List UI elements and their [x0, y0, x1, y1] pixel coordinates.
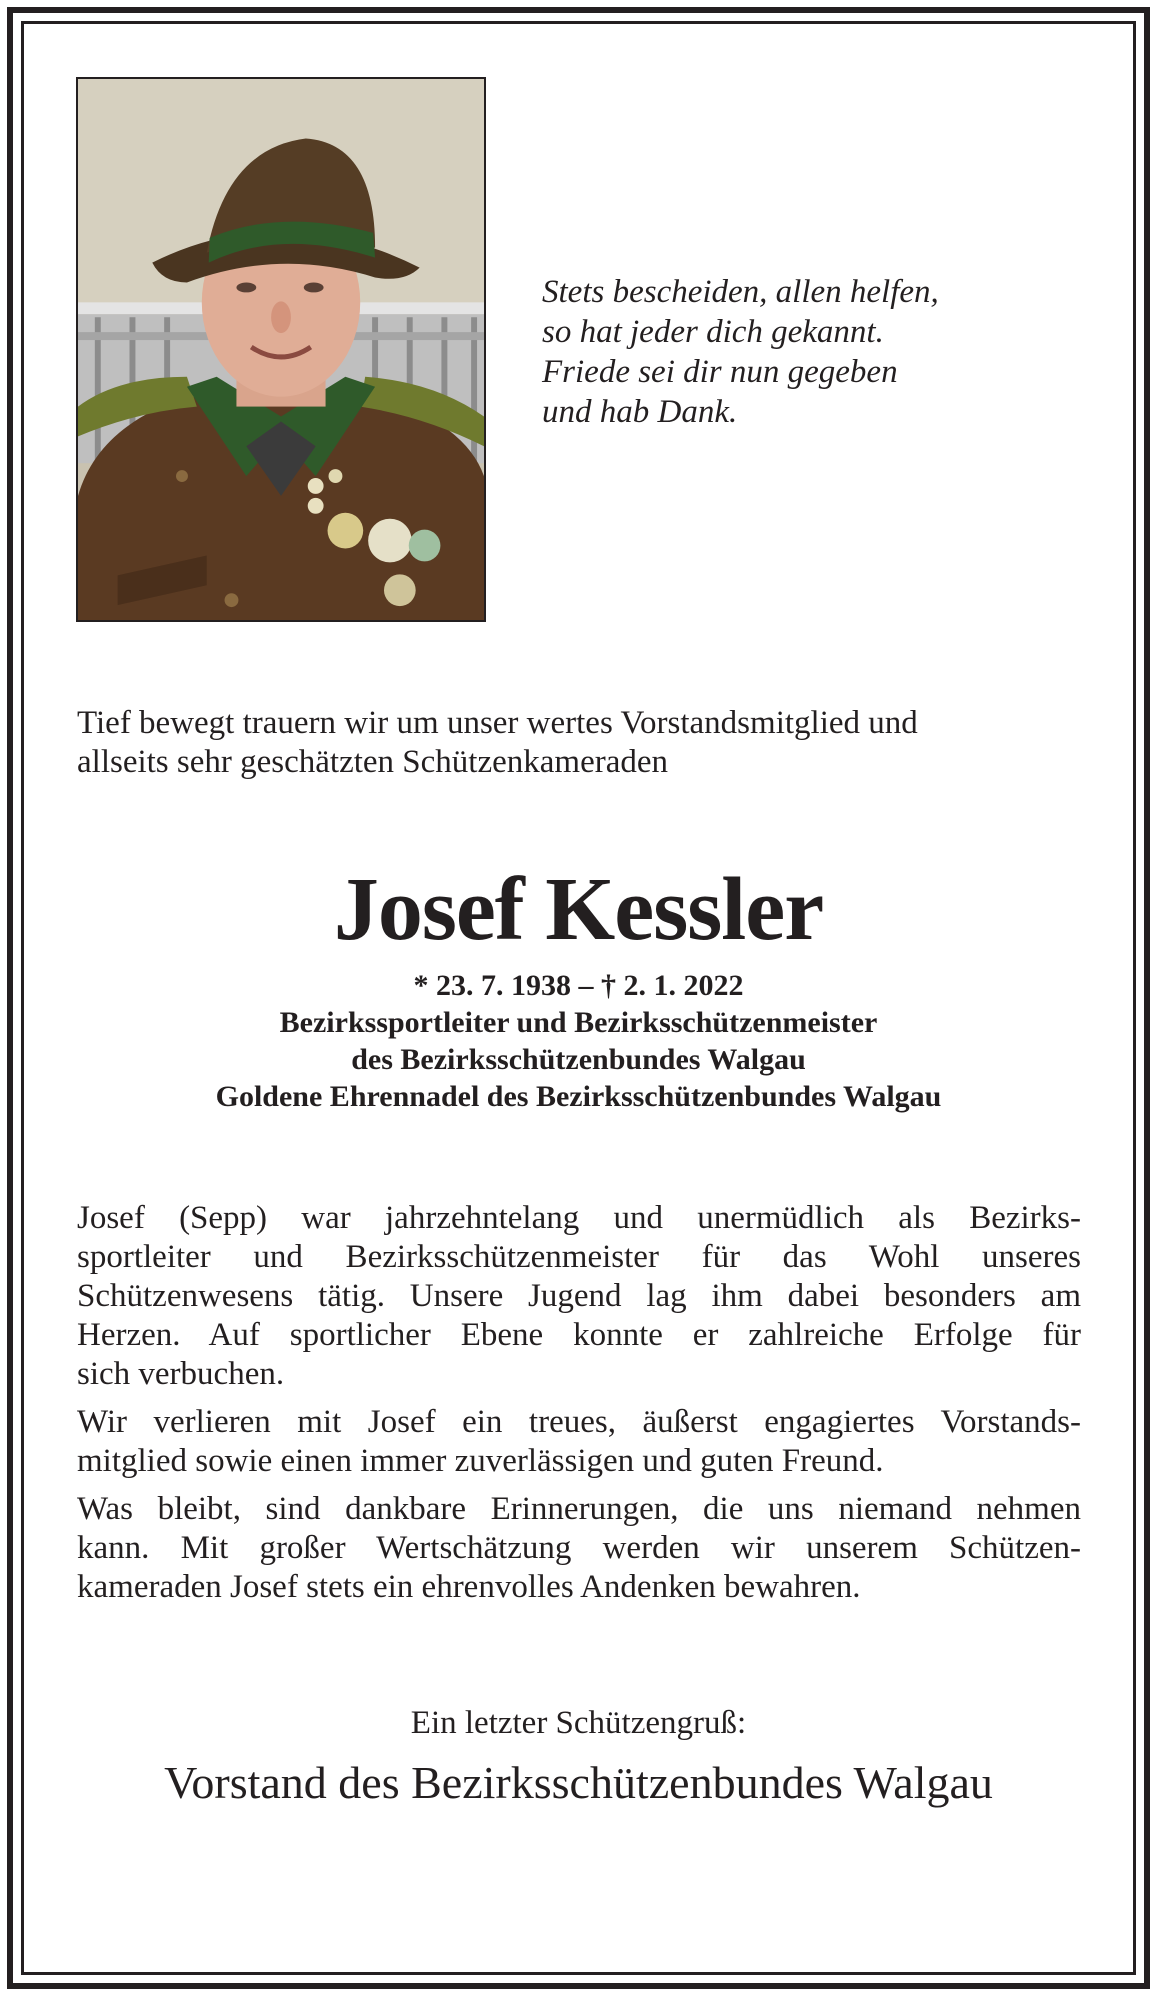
tribute-text [77, 1199, 1081, 1616]
intro-text [77, 704, 1082, 782]
tribute-paragraph [77, 1490, 1081, 1607]
tribute-line: Wir verlieren mit Josef ein treues, äußerst engagiertes Vorstands- [77, 1404, 1081, 1440]
poem-line: Friede sei dir nun gegeben [542, 354, 898, 390]
life-dates: * 23. 7. 1938 – † 2. 1. 2022 [413, 969, 744, 1002]
tribute-line: kameraden Josef stets ein ehrenvolles Andenken bewahren. [77, 1569, 861, 1605]
title-line: des Bezirksschützenbundes Walgau [351, 1043, 806, 1076]
tribute-line: Josef (Sepp) war jahrzehntelang und unermüdlich als Bezirks- [77, 1200, 1081, 1236]
tribute-line: Was bleibt, sind dankbare Erinnerungen, die uns niemand nehmen [77, 1491, 1081, 1527]
tribute-line: kann. Mit großer Wertschätzung werden wir unserem Schützen- [77, 1530, 1081, 1566]
portrait-photo [76, 77, 486, 622]
tribute-paragraph [77, 1403, 1081, 1481]
closing-greeting: Ein letzter Schützengruß: [410, 1705, 747, 1741]
intro-line: Tief bewegt trauern wir um unser wertes Vorstandsmitglied und [77, 705, 918, 741]
tribute-paragraph [77, 1199, 1081, 1394]
deceased-name: Josef Kessler [333, 860, 824, 959]
tribute-line: sportleiter und Bezirksschützenmeister für das Wohl unseres [77, 1239, 1081, 1275]
intro-line: allseits sehr geschätzten Schützenkameraden [77, 744, 669, 780]
tribute-line: Schützenwesens tätig. Unsere Jugend lag ihm dabei besonders am [77, 1278, 1081, 1314]
deceased-details [0, 967, 1157, 1115]
memorial-poem [542, 272, 1062, 432]
tribute-line: sich verbuchen. [77, 1356, 285, 1392]
title-line: Goldene Ehrennadel des Bezirksschützenbundes Walgau [215, 1080, 942, 1113]
title-line: Bezirkssportleiter und Bezirksschützenmeister [279, 1006, 878, 1039]
signature-line: Vorstand des Bezirksschützenbundes Walgau [164, 1757, 993, 1808]
tribute-line: Herzen. Auf sportlicher Ebene konnte er zahlreiche Erfolge für [77, 1317, 1081, 1353]
poem-line: so hat jeder dich gekannt. [542, 314, 884, 350]
poem-line: und hab Dank. [542, 394, 738, 430]
portrait-illustration [78, 79, 484, 620]
tribute-line: mitglied sowie einen immer zuverlässigen und guten Freund. [77, 1443, 884, 1479]
poem-line: Stets bescheiden, allen helfen, [542, 274, 939, 310]
